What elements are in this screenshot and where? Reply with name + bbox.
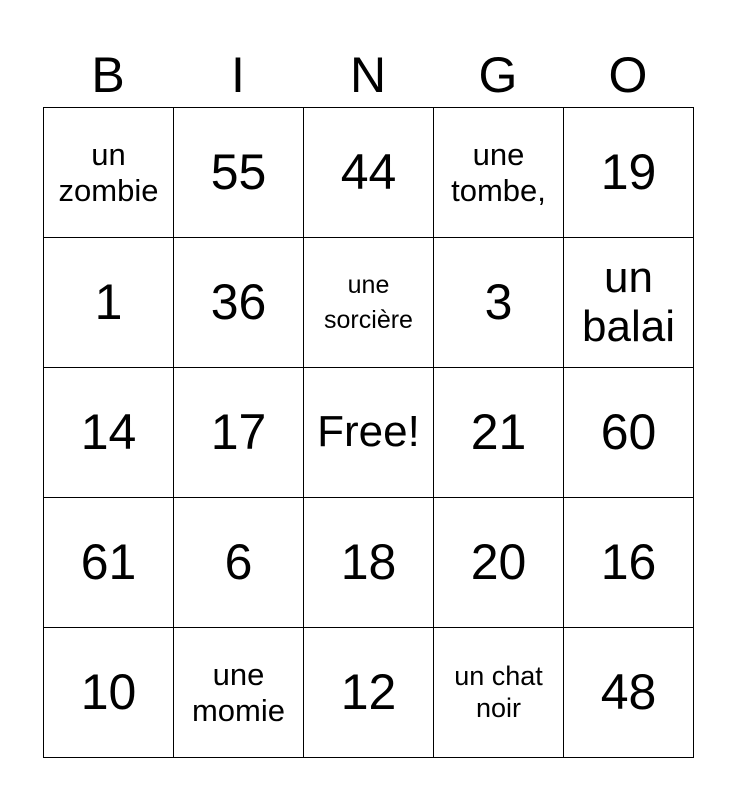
bingo-cell[interactable]: 55 xyxy=(174,108,304,238)
bingo-cell[interactable]: un chat noir xyxy=(434,628,564,758)
header-letter-i: I xyxy=(231,47,245,103)
bingo-cell[interactable]: une sorcière xyxy=(304,238,434,368)
bingo-cell[interactable]: 1 xyxy=(44,238,174,368)
bingo-cell[interactable]: une momie xyxy=(174,628,304,758)
bingo-cell[interactable]: 6 xyxy=(174,498,304,628)
bingo-cell[interactable]: 17 xyxy=(174,368,304,498)
bingo-cell[interactable]: un zombie xyxy=(44,108,174,238)
header-letter-n: N xyxy=(349,47,387,103)
bingo-cell[interactable]: 16 xyxy=(564,498,694,628)
bingo-cell[interactable]: 21 xyxy=(434,368,564,498)
bingo-cell[interactable]: 19 xyxy=(564,108,694,238)
bingo-cell[interactable]: un balai xyxy=(564,238,694,368)
header-letter-b: B xyxy=(91,47,125,103)
header-letter-o: O xyxy=(608,47,648,103)
bingo-cell[interactable]: 60 xyxy=(564,368,694,498)
bingo-cell[interactable]: 48 xyxy=(564,628,694,758)
bingo-cell[interactable]: 36 xyxy=(174,238,304,368)
bingo-cell[interactable]: 18 xyxy=(304,498,434,628)
bingo-cell[interactable]: 10 xyxy=(44,628,174,758)
bingo-cell[interactable]: 44 xyxy=(304,108,434,238)
header-letter-g: G xyxy=(478,47,518,103)
bingo-cell[interactable]: 3 xyxy=(434,238,564,368)
free-space-cell[interactable]: Free! xyxy=(304,368,434,498)
bingo-cell[interactable]: une tombe, xyxy=(434,108,564,238)
bingo-cell[interactable]: 20 xyxy=(434,498,564,628)
bingo-cell[interactable]: 14 xyxy=(44,368,174,498)
bingo-cell[interactable]: 61 xyxy=(44,498,174,628)
bingo-header xyxy=(43,44,693,106)
bingo-cell[interactable]: 12 xyxy=(304,628,434,758)
bingo-grid xyxy=(43,107,694,758)
